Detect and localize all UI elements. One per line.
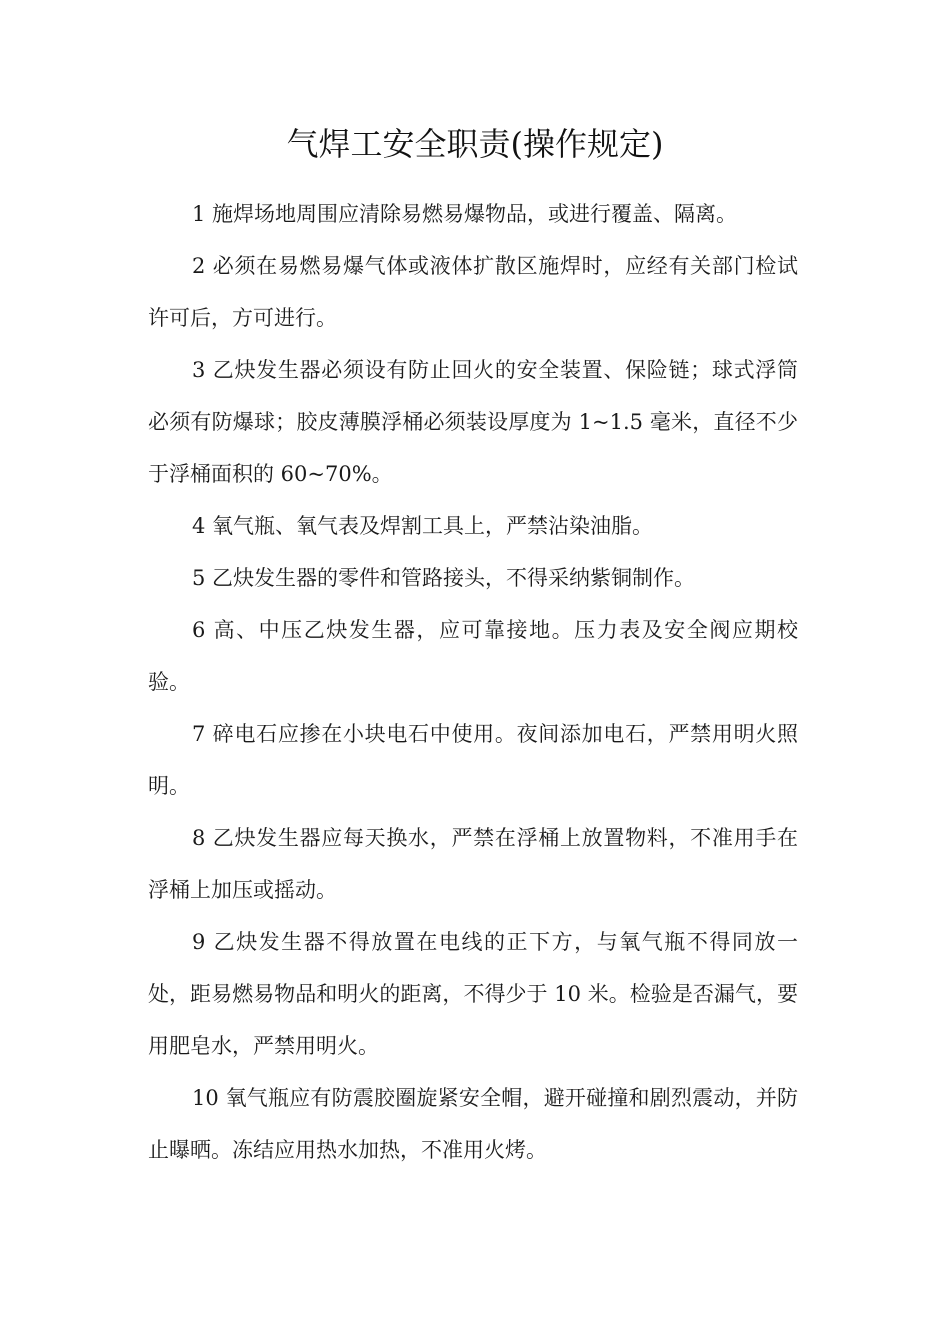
- paragraph-3: 3 乙炔发生器必须设有防止回火的安全装置、保险链；球式浮筒必须有防爆球；胶皮薄膜浮桶必须装设厚度为 1~1.5 毫米，直径不少于浮桶面积的 60~70%。: [148, 358, 798, 486]
- paragraph-1: 1 施焊场地周围应清除易燃易爆物品，或进行覆盖、隔离。: [192, 202, 738, 226]
- document-body: [148, 188, 798, 1176]
- document-title: 气焊工安全职责(操作规定): [286, 125, 664, 163]
- paragraph-5: 5 乙炔发生器的零件和管路接头，不得采纳紫铜制作。: [192, 566, 696, 590]
- paragraph-2: 2 必须在易燃易爆气体或液体扩散区施焊时，应经有关部门检试许可后，方可进行。: [148, 254, 798, 330]
- paragraph-10: 10 氧气瓶应有防震胶圈旋紧安全帽，避开碰撞和剧烈震动，并防止曝晒。冻结应用热水加热，不准用火烤。: [148, 1086, 798, 1162]
- paragraph-6: 6 高、中压乙炔发生器，应可靠接地。压力表及安全阀应期校验。: [148, 618, 798, 694]
- paragraph-8: 8 乙炔发生器应每天换水，严禁在浮桶上放置物料，不准用手在浮桶上加压或摇动。: [148, 826, 798, 902]
- paragraph-9: 9 乙炔发生器不得放置在电线的正下方，与氧气瓶不得同放一处，距易燃易物品和明火的距离，不得少于 10 米。检验是否漏气，要用肥皂水，严禁用明火。: [148, 930, 798, 1058]
- paragraph-4: 4 氧气瓶、氧气表及焊割工具上，严禁沾染油脂。: [192, 514, 654, 538]
- paragraph-7: 7 碎电石应掺在小块电石中使用。夜间添加电石，严禁用明火照明。: [148, 722, 798, 798]
